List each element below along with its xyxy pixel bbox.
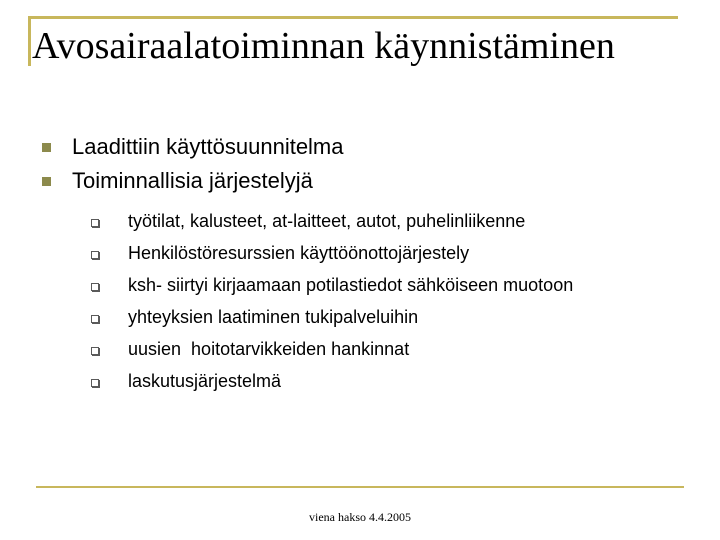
sub-bullet-item bbox=[72, 237, 700, 269]
sub-bullet-text: yhteyksien laatiminen tukipalveluihin bbox=[128, 307, 419, 327]
slide-footer: viena hakso 4.4.2005 bbox=[309, 510, 411, 524]
hollow-square-bullet-icon bbox=[91, 315, 99, 323]
hollow-square-bullet-icon bbox=[91, 347, 99, 355]
sub-bullet-item bbox=[72, 301, 700, 333]
bullet-text: Toiminnallisia järjestelyjä bbox=[72, 168, 313, 193]
sub-bullet-list bbox=[72, 205, 700, 397]
hollow-square-bullet-icon bbox=[91, 283, 99, 291]
footer-divider bbox=[36, 486, 684, 488]
sub-bullet-text: työtilat, kalusteet, at-laitteet, autot, puhelinliikenne bbox=[128, 211, 526, 231]
square-bullet-icon bbox=[42, 143, 51, 152]
sub-bullet-text: ksh- siirtyi kirjaamaan potilastiedot sähköiseen muotoon bbox=[128, 275, 574, 295]
square-bullet-icon bbox=[42, 177, 51, 186]
bullet-item-2 bbox=[40, 164, 700, 397]
sub-bullet-text: laskutusjärjestelmä bbox=[128, 371, 282, 391]
sub-bullet-item bbox=[72, 269, 700, 301]
hollow-square-bullet-icon bbox=[91, 251, 99, 259]
sub-bullet-text: Henkilöstöresurssien käyttöönottojärjestely bbox=[128, 243, 470, 263]
bullet-text: Laadittiin käyttösuunnitelma bbox=[72, 134, 344, 159]
sub-bullet-text: uusien hoitotarvikkeiden hankinnat bbox=[128, 339, 410, 359]
bullet-list bbox=[40, 130, 700, 397]
hollow-square-bullet-icon bbox=[91, 379, 99, 387]
sub-bullet-item bbox=[72, 205, 700, 237]
bullet-item-1 bbox=[40, 130, 700, 164]
title-frame-horizontal-line bbox=[28, 16, 678, 19]
sub-bullet-item bbox=[72, 333, 700, 365]
slide-title: Avosairaalatoiminnan käynnistäminen bbox=[32, 25, 615, 67]
hollow-square-bullet-icon bbox=[91, 219, 99, 227]
title-frame-vertical-line bbox=[28, 16, 31, 66]
sub-bullet-item bbox=[72, 365, 700, 397]
